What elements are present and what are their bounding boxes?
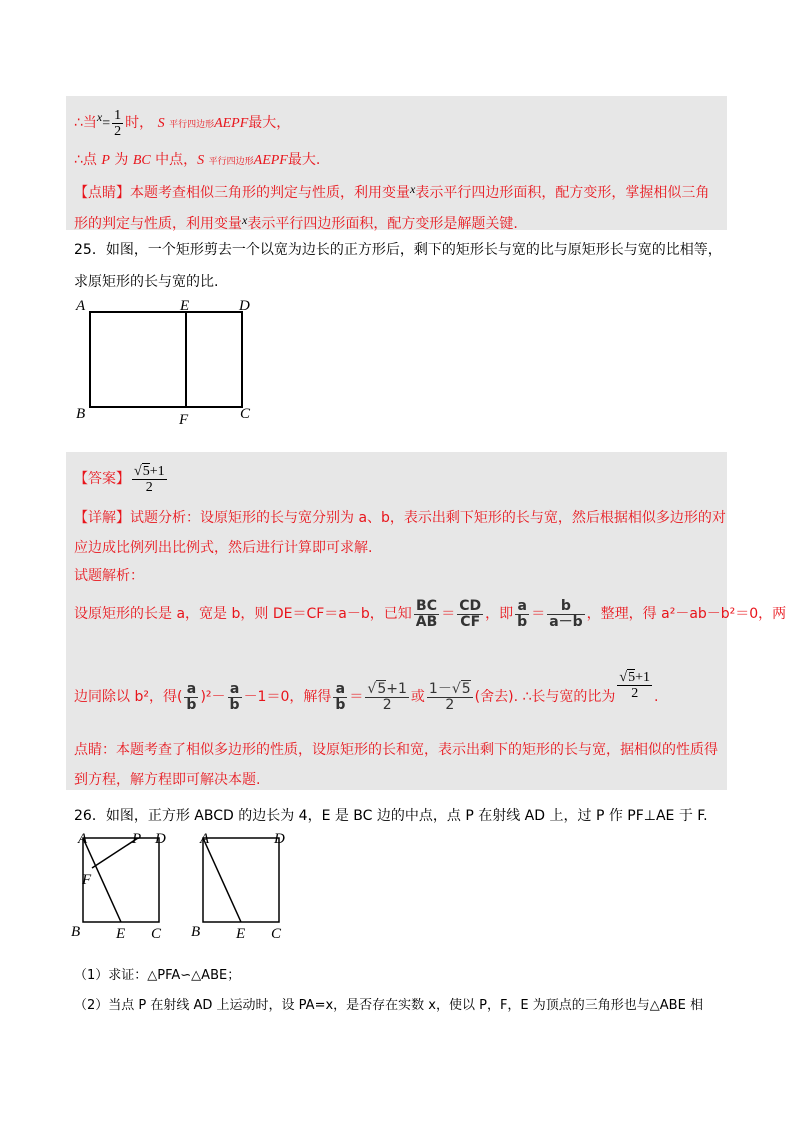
label-f: F [179, 412, 189, 428]
svg-text:P: P [132, 831, 142, 847]
prev-comment-2: 形的判定与性质，利用变量x表示平行四边形面积，配方变形是解题关键. [74, 213, 518, 232]
fraction-half: $\frac{1}{2}$ [114, 107, 122, 139]
prev-comment-1: 【点睛】本题考查相似三角形的判定与性质，利用变量x表示平行四边形面积，配方变形，掌握相似三角 [74, 182, 710, 201]
label-a: A [76, 298, 86, 314]
label-e: E [180, 298, 190, 314]
q25-text-2: 求原矩形的长与宽的比. [74, 274, 219, 290]
label-c: C [240, 406, 251, 422]
prev-line-1: ∴当x= $\frac{1}{2}$ 时， S 平行四边形AEPF最大， [74, 107, 291, 139]
q26-part-2: （2）当点 P 在射线 AD 上运动时，设 PA=x，是否存在实数 x，使以 P，F，E 为顶点的三角形也与△ABE 相 [74, 998, 703, 1013]
analysis-title: 试题解析： [74, 568, 144, 584]
q26-text-1: 26．如图，正方形 ABCD 的边长为 4，E 是 BC 边的中点，点 P 在射线 AD 上，过 P 作 PF⊥AE 于 F. [74, 808, 708, 824]
q26-figure-1 [68, 828, 178, 944]
q25-text-1: 25．如图，一个矩形剪去一个以宽为边长的正方形后，剩下的矩形长与宽的比与原矩形长与宽的比相等， [74, 242, 722, 258]
answer-line: 【答案】 $\frac{√5+1}{2}$ [74, 463, 165, 495]
svg-text:A: A [200, 831, 210, 847]
answer-fraction: $\frac{√5+1}{2}$ [134, 463, 165, 495]
label-b: B [76, 406, 86, 422]
q25-rectangle-figure [70, 294, 260, 430]
detail-line-2: 应边成比例列出比例式，然后进行计算即可求解. [74, 540, 373, 556]
svg-text:D: D [155, 831, 166, 847]
note-line-2: 到方程，解方程即可解决本题. [74, 772, 261, 788]
solution-line-2: 边同除以 b²，得( $\frac{a}{b}$ )²－ $\frac{a}{b}$ －1＝0，解得 $\frac{a}{b}$ ＝ $\frac{√5+1}{2}$ 或 $\frac{1-√5}{2}$ (舍去). ∴长与宽的比为 $\frac{√5+1}{2}$ . [74, 670, 659, 713]
svg-text:E: E [116, 926, 126, 942]
svg-text:F: F [82, 872, 92, 888]
detail-line-1: 【详解】试题分析：设原矩形的长与宽分别为 a、b，表示出剩下矩形的长与宽，然后根据相似多边形的对 [74, 510, 726, 526]
svg-text:B: B [71, 924, 81, 940]
q26-figure-2 [188, 828, 298, 944]
svg-text:C: C [151, 926, 162, 942]
note-line-1: 点睛：本题考查了相似多边形的性质，设原矩形的长和宽，表示出剩下的矩形的长与宽，据相似的性质得 [74, 742, 718, 758]
q26-part-1: （1）求证：△PFA∽△ABE； [74, 968, 241, 983]
svg-text:A: A [78, 831, 88, 847]
svg-text:E: E [236, 926, 246, 942]
prev-line-2: ∴点 P 为 BC 中点，S 平行四边形AEPF最大. [74, 152, 321, 168]
label-d: D [239, 298, 250, 314]
svg-text:C: C [271, 926, 282, 942]
svg-text:D: D [274, 831, 285, 847]
solution-line-1: 设原矩形的长是 a，宽是 b，则 DE＝CF＝a－b，已知 $\frac{BC}{AB}$ ＝ $\frac{CD}{CF}$ ，即 $\frac{a}{b}$ ＝ $\frac{b}{a-b}$ ，整理，得 a²－ab－b²＝0，两 [74, 597, 787, 630]
svg-text:B: B [191, 924, 201, 940]
